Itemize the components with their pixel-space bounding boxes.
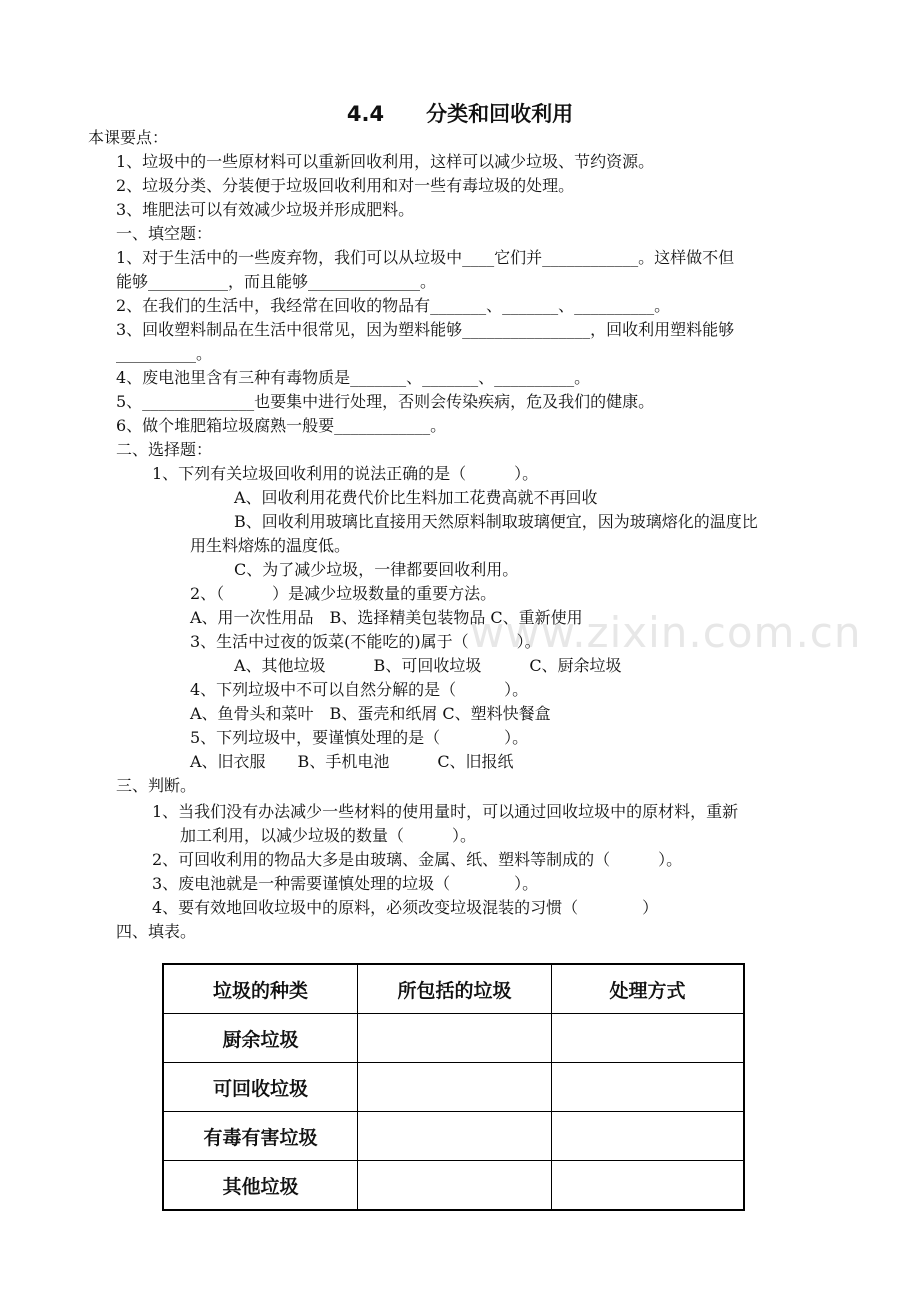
- answer-cell[interactable]: [552, 1161, 745, 1211]
- header-cell-contents: 所包括的垃圾: [358, 964, 552, 1014]
- text-line: 4、下列垃圾中不可以自然分解的是（ ）。: [190, 680, 529, 699]
- text-line: 能够__________，而且能够______________。: [116, 272, 437, 291]
- row-label-cell: 其他垃圾: [163, 1161, 358, 1211]
- text-line: 1、垃圾中的一些原材料可以重新回收利用，这样可以减少垃圾、节约资源。: [116, 152, 655, 171]
- text-line: A、其他垃圾 B、可回收垃圾 C、厨余垃圾: [234, 656, 622, 675]
- text-line: 2、垃圾分类、分装便于垃圾回收利用和对一些有毒垃圾的处理。: [116, 176, 575, 195]
- text-line: 四、填表。: [116, 922, 197, 941]
- row-label-cell: 有毒有害垃圾: [163, 1112, 358, 1161]
- text-line: 加工利用，以减少垃圾的数量（ ）。: [180, 826, 477, 845]
- text-line: A、鱼骨头和菜叶 B、蛋壳和纸屑 C、塑料快餐盒: [190, 704, 551, 723]
- page-title: 4.4 分类和回收利用: [346, 102, 574, 126]
- text-line: 2、（ ）是减少垃圾数量的重要方法。: [190, 584, 497, 603]
- text-line: 本课要点：: [88, 128, 169, 147]
- header-cell-category: 垃圾的种类: [163, 964, 358, 1014]
- text-line: C、为了减少垃圾，一律都要回收利用。: [234, 560, 519, 579]
- answer-cell[interactable]: [552, 1014, 745, 1063]
- text-line: 5、______________也要集中进行处理，否则会传染疾病，危及我们的健康。: [116, 392, 655, 411]
- text-line: B、回收利用玻璃比直接用天然原料制取玻璃便宜，因为玻璃熔化的温度比: [234, 512, 758, 531]
- table-row: [163, 1063, 744, 1112]
- text-line: 3、堆肥法可以有效减少垃圾并形成肥料。: [116, 200, 415, 219]
- answer-cell[interactable]: [552, 1063, 745, 1112]
- text-line: 4、要有效地回收垃圾中的原料，必须改变垃圾混装的习惯（ ）: [152, 898, 659, 917]
- answer-cell[interactable]: [552, 1112, 745, 1161]
- answer-cell[interactable]: [358, 1161, 552, 1211]
- text-line: 2、可回收利用的物品大多是由玻璃、金属、纸、塑料等制成的（ ）。: [152, 850, 683, 869]
- row-label-cell: 厨余垃圾: [163, 1014, 358, 1063]
- text-line: 3、回收塑料制品在生活中很常见，因为塑料能够________________，回收利用塑料能够: [116, 320, 735, 339]
- header-cell-method: 处理方式: [552, 964, 745, 1014]
- table-row: [163, 1014, 744, 1063]
- table-row: [163, 1112, 744, 1161]
- text-line: 二、选择题：: [116, 440, 213, 459]
- text-line: A、用一次性用品 B、选择精美包装物品 C、重新使用: [190, 608, 583, 627]
- answer-cell[interactable]: [358, 1112, 552, 1161]
- text-line: A、旧衣服 B、手机电池 C、旧报纸: [190, 752, 514, 771]
- text-line: 2、在我们的生活中，我经常在回收的物品有_______、_______、__________。: [116, 296, 671, 315]
- text-line: A、回收利用花费代价比生料加工花费高就不再回收: [234, 488, 598, 507]
- text-line: 4、废电池里含有三种有毒物质是_______、_______、__________。: [116, 368, 591, 387]
- row-label-cell: 可回收垃圾: [163, 1063, 358, 1112]
- text-line: 1、对于生活中的一些废弃物，我们可以从垃圾中____它们并____________。这样做不但: [116, 248, 735, 267]
- text-line: 5、下列垃圾中，要谨慎处理的是（ ）。: [190, 728, 529, 747]
- text-line: 1、下列有关垃圾回收利用的说法正确的是（ ）。: [152, 464, 539, 483]
- answer-cell[interactable]: [358, 1014, 552, 1063]
- text-line: 6、做个堆肥箱垃圾腐熟一般要____________。: [116, 416, 447, 435]
- watermark: www.zixin.com.cn: [470, 608, 862, 657]
- text-line: 三、判断。: [116, 776, 197, 795]
- text-line: 一、填空题：: [116, 224, 213, 243]
- text-line: 用生料熔炼的温度低。: [190, 536, 351, 555]
- text-line: 1、当我们没有办法减少一些材料的使用量时，可以通过回收垃圾中的原材料，重新: [152, 802, 739, 821]
- text-line: 3、生活中过夜的饭菜(不能吃的)属于（ ）。: [190, 632, 541, 651]
- text-line: __________。: [116, 344, 213, 363]
- table-header-row: [163, 964, 744, 1014]
- fill-in-table: [162, 963, 745, 1211]
- text-line: 3、废电池就是一种需要谨慎处理的垃圾（ ）。: [152, 874, 539, 893]
- table-row: [163, 1161, 744, 1211]
- answer-cell[interactable]: [358, 1063, 552, 1112]
